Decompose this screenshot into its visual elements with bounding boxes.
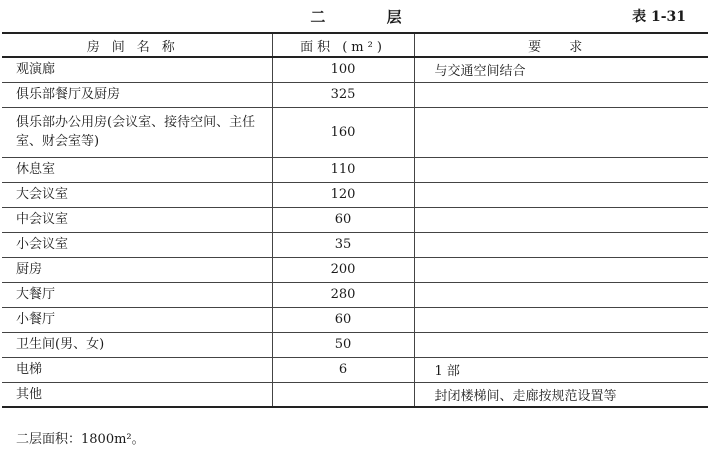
- floor-title: 二 层: [310, 8, 430, 26]
- room-name: 大会议室: [2, 182, 272, 207]
- room-area: 325: [272, 82, 414, 107]
- room-requirement: [414, 82, 708, 107]
- table-row: [2, 382, 708, 407]
- room-requirement: [414, 307, 708, 332]
- room-area: 110: [272, 157, 414, 182]
- room-requirement: [414, 332, 708, 357]
- table-row: [2, 182, 708, 207]
- room-name: 俱乐部办公用房(会议室、接待空间、主任室、财会室等): [2, 107, 272, 157]
- room-requirement: 1 部: [414, 357, 708, 382]
- table-row: [2, 357, 708, 382]
- room-requirement: 与交通空间结合: [414, 57, 708, 82]
- table-row: [2, 157, 708, 182]
- column-header-area: 面积 (m²): [272, 33, 414, 57]
- table-row: [2, 82, 708, 107]
- room-area-table: [2, 32, 708, 408]
- room-name: 中会议室: [2, 207, 272, 232]
- room-area: 280: [272, 282, 414, 307]
- table-row: [2, 107, 708, 157]
- room-requirement: [414, 107, 708, 157]
- room-area: 100: [272, 57, 414, 82]
- table-row: [2, 207, 708, 232]
- room-requirement: [414, 207, 708, 232]
- room-area: 50: [272, 332, 414, 357]
- room-requirement: [414, 182, 708, 207]
- room-area: 120: [272, 182, 414, 207]
- table-row: [2, 307, 708, 332]
- room-area: [272, 382, 414, 407]
- room-area: 60: [272, 207, 414, 232]
- column-header-requirement: 要 求: [414, 33, 708, 57]
- room-requirement: [414, 257, 708, 282]
- room-area: 35: [272, 232, 414, 257]
- room-name: 小餐厅: [2, 307, 272, 332]
- room-name: 小会议室: [2, 232, 272, 257]
- table-row: [2, 332, 708, 357]
- room-name: 俱乐部餐厅及厨房: [2, 82, 272, 107]
- room-name: 厨房: [2, 257, 272, 282]
- room-area: 200: [272, 257, 414, 282]
- room-name: 其他: [2, 382, 272, 407]
- table-row: [2, 257, 708, 282]
- room-name: 观演廊: [2, 57, 272, 82]
- room-requirement: 封闭楼梯间、走廊按规范设置等: [414, 382, 708, 407]
- table-row: [2, 282, 708, 307]
- room-requirement: [414, 282, 708, 307]
- column-header-name: 房间名称: [2, 33, 272, 57]
- room-area: 160: [272, 107, 414, 157]
- room-name: 电梯: [2, 357, 272, 382]
- table-number: 表 1-31: [632, 9, 686, 25]
- table-row: [2, 57, 708, 82]
- table-header-row: [2, 33, 708, 57]
- room-name: 卫生间(男、女): [2, 332, 272, 357]
- room-area: 6: [272, 357, 414, 382]
- table-caption: [0, 0, 712, 32]
- room-name: 大餐厅: [2, 282, 272, 307]
- room-name: 休息室: [2, 157, 272, 182]
- room-requirement: [414, 232, 708, 257]
- total-area-note: 二层面积：1800m²。: [16, 432, 145, 447]
- room-requirement: [414, 157, 708, 182]
- table-row: [2, 232, 708, 257]
- room-area: 60: [272, 307, 414, 332]
